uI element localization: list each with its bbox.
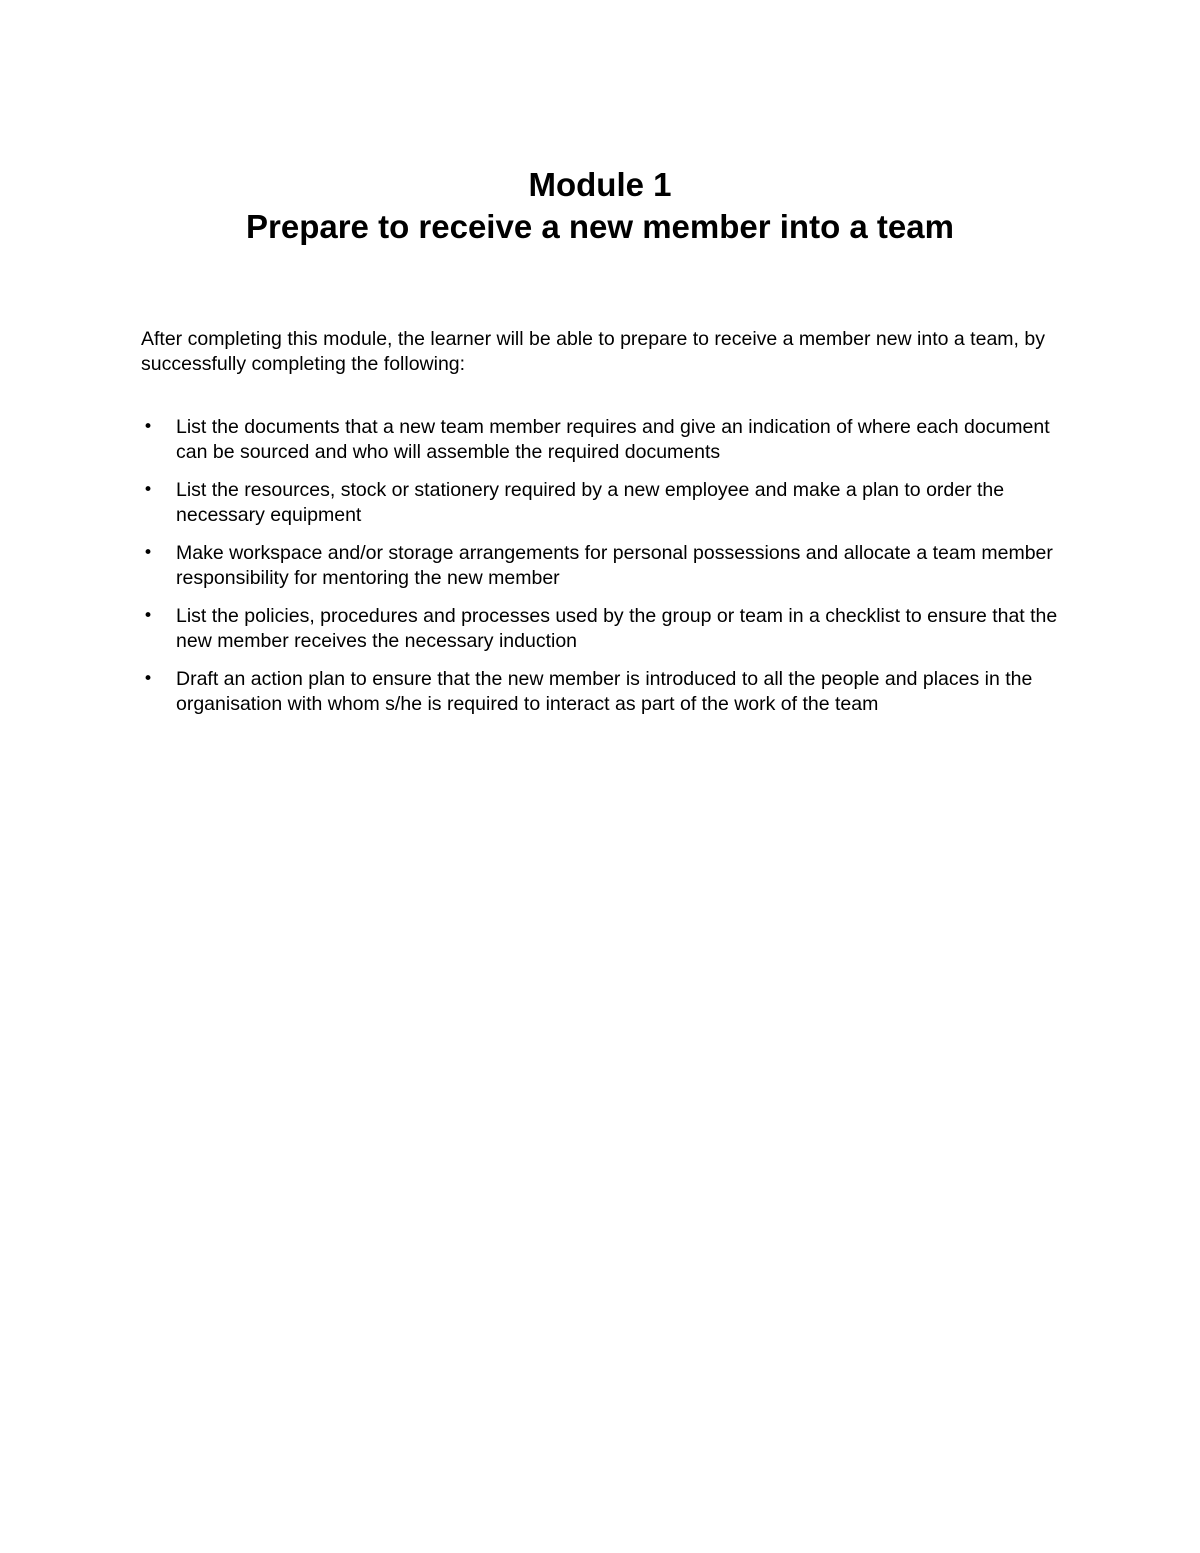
list-item (141, 415, 1061, 465)
title-block (0, 164, 1200, 248)
bullet-icon: • (142, 543, 154, 563)
list-item-text: List the policies, procedures and processes used by the group or team in a checklist to ensure that the new member receives the necessary induction (176, 605, 1058, 652)
bullet-icon: • (142, 606, 154, 626)
list-item (141, 604, 1061, 654)
list-item (141, 541, 1061, 591)
list-item-text: Draft an action plan to ensure that the new member is introduced to all the people and places in the organisation with whom s/he is required to interact as part of the work of the team (176, 668, 1033, 715)
bullet-icon: • (142, 480, 154, 500)
module-label: Module 1 (528, 166, 672, 203)
objectives-list (141, 415, 1061, 730)
list-item (141, 478, 1061, 528)
list-item-text: List the documents that a new team member requires and give an indication of where each document can be sourced and who will assemble the required documents (176, 416, 1050, 463)
module-title: Prepare to receive a new member into a team (246, 208, 954, 245)
list-item-text: List the resources, stock or stationery required by a new employee and make a plan to order the necessary equipment (176, 479, 1005, 526)
bullet-icon: • (142, 669, 154, 689)
bullet-icon: • (142, 417, 154, 437)
intro-paragraph: After completing this module, the learner will be able to prepare to receive a member new into a team, by successfully completing the following: (141, 328, 1045, 375)
list-item (141, 667, 1061, 717)
list-item-text: Make workspace and/or storage arrangements for personal possessions and allocate a team member responsibility for mentoring the new member (176, 542, 1053, 589)
